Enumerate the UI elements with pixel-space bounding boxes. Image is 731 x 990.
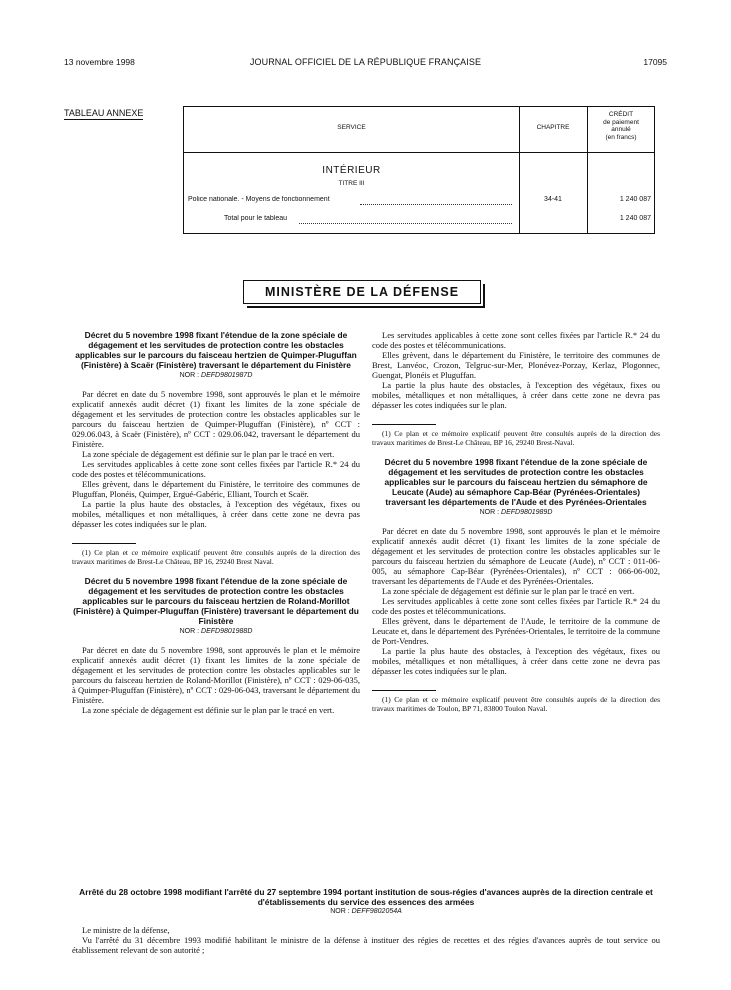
nor-reference xyxy=(372,509,660,516)
nor-reference xyxy=(72,372,360,379)
ministry-heading: MINISTÈRE DE LA DÉFENSE xyxy=(243,280,481,304)
credit-line: (en francs) xyxy=(605,133,637,141)
dot-leader xyxy=(299,223,512,224)
nor-code: DEFD9801988D xyxy=(201,628,253,635)
nor-label: NOR : xyxy=(179,372,200,379)
decree-paragraph: Les servitudes applicables à cette zone sont celles fixées par l'article R.* 24 du code des postes et télécommunications. xyxy=(72,459,360,479)
table-row-credit: 1 240 087 xyxy=(619,196,651,203)
decree-paragraph: La zone spéciale de dégagement est définie sur le plan par le tracé en vert. xyxy=(82,449,335,459)
footnote: (1) Ce plan et ce mémoire explicatif peuvent être consultés auprès de la direction des travaux maritimes de Toulon, BP 71, 83800 Toulon Naval. xyxy=(372,695,660,713)
decree-paragraph: Elles grèvent, dans le département du Finistère, le territoire des communes de Pluguffan, Plonéis, Quimper, Ergué-Gabéric, Elliant, Tourch et Scaër. xyxy=(72,479,360,499)
decree-paragraph: Par décret en date du 5 novembre 1998, sont approuvés le plan et le mémoire explicatif annexés audit décret (1) fixant les limites de la zone spéciale de dégagement et les servitudes de protection contre les obstacles applicables sur le parcours du faisceau hertzien du sémaphore de Leucate (Aude), nº CCT : 011-06-005, au sémaphore Cap-Béar (Pyrénées-Orientales), nº CCT : 066-06-002, traversant les départements de l'Aude et des Pyrénées-Orientales. xyxy=(372,526,660,586)
decree-paragraph: Par décret en date du 5 novembre 1998, sont approuvés le plan et le mémoire explicatif annexés audit décret (1) fixant les limites de la zone spéciale de dégagement et les servitudes de protection contre les obstacles applicables sur le parcours du faisceau hertzien de Roland-Morillot (Finistère), nº CCT : 029-06-035, à Quimper-Pluguffan (Finistère), nº CCT : 029-06-043, traversant le département du Finistère. xyxy=(72,645,360,705)
total-amount: 1 240 087 xyxy=(619,215,651,222)
nor-code: DEFD9801989D xyxy=(501,509,553,516)
decree-title: Décret du 5 novembre 1998 fixant l'étendue de la zone spéciale de dégagement et les servitudes de protection contre les obstacles applicables sur le parcours du faisceau hertzien de Roland-Morillot (Finistère) à Quimper-Pluguffan (Finistère) traversant le département du Finistère xyxy=(73,576,359,626)
section-title: INTÉRIEUR xyxy=(322,165,381,176)
decree-paragraph: La zone spéciale de dégagement est définie sur le plan par le tracé en vert. xyxy=(382,586,635,596)
decree-title: Décret du 5 novembre 1998 fixant l'étendue de la zone spéciale de dégagement et les servitudes de protection contre les obstacles applicables sur le parcours du faisceau hertzien du sémaphore de Leucate (Aude) au sémaphore Cap-Béar (Pyrénées-Orientales) traversant les départements de l'Aude et des Pyrénées-Orientales xyxy=(384,457,648,507)
arrete-paragraph: Le ministre de la défense, xyxy=(82,925,170,935)
section-subtitle: TITRE III xyxy=(338,180,365,187)
footnote-rule xyxy=(72,543,136,544)
nor-reference xyxy=(72,908,660,915)
arrete-paragraph: Vu l'arrêté du 31 décembre 1993 modifié habilitant le ministre de la défense à instituer des régies de recettes et des régies d'avances auprès de tout service ou établissement relevant de son autorité ; xyxy=(72,935,660,955)
nor-label: NOR : xyxy=(330,908,350,915)
header-date: 13 novembre 1998 xyxy=(64,57,135,67)
table-header-rule xyxy=(184,152,654,153)
column-header-chapitre: CHAPITRE xyxy=(536,124,570,131)
decree-paragraph: Les servitudes applicables à cette zone sont celles fixées par l'article R.* 24 du code des postes et télécommunications. xyxy=(372,596,660,616)
arrete-title: Arrêté du 28 octobre 1998 modifiant l'arrêté du 27 septembre 1994 portant institution de sous-régies d'avances auprès de la direction centrale et d'établissements du service des essences des armées xyxy=(79,887,653,907)
column-header-credit xyxy=(587,111,655,141)
dot-leader xyxy=(360,204,512,205)
decree-title: Décret du 5 novembre 1998 fixant l'étendue de la zone spéciale de dégagement et les servitudes de protection contre les obstacles applicables sur le parcours du faisceau hertzien de Quimper-Pluguffan (Finistère) à Scaër (Finistère) traversant le département du Finistère xyxy=(75,330,357,370)
decree-paragraph: La partie la plus haute des obstacles, à l'exception des végétaux, fixes ou mobiles, métalliques et non métalliques, à créer dans cette zone ne devra pas dépasser les cotes indiquées sur le plan. xyxy=(372,380,660,410)
annex-table xyxy=(183,106,655,234)
nor-code: DEFD9801987D xyxy=(201,372,253,379)
nor-label: NOR : xyxy=(179,628,200,635)
decree-paragraph: Les servitudes applicables à cette zone sont celles fixées par l'article R.* 24 du code des postes et télécommunications. xyxy=(372,330,660,350)
credit-line: CRÉDIT xyxy=(608,111,634,118)
footnote: (1) Ce plan et ce mémoire explicatif peuvent être consultés auprès de la direction des travaux maritimes de Brest-Le Château, BP 16, 29240 Brest Naval. xyxy=(72,548,360,566)
decree-paragraph: La partie la plus haute des obstacles, à l'exception des végétaux, fixes ou mobiles, métalliques et non métalliques, à créer dans cette zone ne devra pas dépasser les cotes indiquées sur le plan. xyxy=(72,499,360,529)
page-number: 17095 xyxy=(643,57,667,67)
decree-paragraph: Elles grèvent, dans le département du Finistère, le territoire des communes de Brest, Lanvéoc, Crozon, Telgruc-sur-Mer, Plonévez-Porzay, Kerlaz, Plogonnec, Guengat, Plonéis et Pluguffan. xyxy=(372,350,660,380)
left-column xyxy=(72,330,360,715)
decree-paragraph: La partie la plus haute des obstacles, à l'exception des végétaux, fixes ou mobiles, métalliques et non métalliques, à créer dans cette zone ne devra pas dépasser les cotes indiquées sur le plan. xyxy=(372,646,660,676)
credit-line: de paiement xyxy=(603,118,639,126)
column-header-service: SERVICE xyxy=(337,124,366,131)
total-label: Total pour le tableau xyxy=(224,215,288,222)
nor-label: NOR : xyxy=(479,509,500,516)
credit-line: annulé xyxy=(611,126,631,133)
nor-reference xyxy=(72,628,360,635)
footnote-rule xyxy=(372,424,436,425)
journal-title: JOURNAL OFFICIEL DE LA RÉPUBLIQUE FRANÇAISE xyxy=(249,57,482,67)
decree-paragraph: Elles grèvent, dans le département de l'Aude, le territoire de la commune de Leucate et, dans le département des Pyrénées-Orientales, le territoire de la commune de Port-Vendres. xyxy=(372,616,660,646)
footnote-rule xyxy=(372,690,436,691)
decree-paragraph: Par décret en date du 5 novembre 1998, sont approuvés le plan et le mémoire explicatif annexés audit décret (1) fixant les limites de la zone spéciale de dégagement et les servitudes de protection contre les obstacles applicables sur le parcours du faisceau hertzien de Quimper-Pluguffan (Finistère), nº CCT : 029.06.043, à Scaër (Finistère), nº CCT : 029.06.042, traversant le département du Finistère. xyxy=(72,389,360,449)
decree-paragraph: La zone spéciale de dégagement est définie sur le plan par le tracé en vert. xyxy=(82,705,335,715)
arrete-section xyxy=(72,887,660,955)
annex-label: TABLEAU ANNEXE xyxy=(64,108,144,118)
table-row-chapitre: 34-41 xyxy=(544,196,562,203)
right-column xyxy=(372,330,660,723)
nor-code: DEFF9802054A xyxy=(351,908,402,915)
footnote: (1) Ce plan et ce mémoire explicatif peuvent être consultés auprès de la direction des travaux maritimes de Brest-Le Château, BP 16, 29240 Brest-Naval. xyxy=(372,429,660,447)
table-row-service: Police nationale. - Moyens de fonctionnement xyxy=(188,196,330,203)
